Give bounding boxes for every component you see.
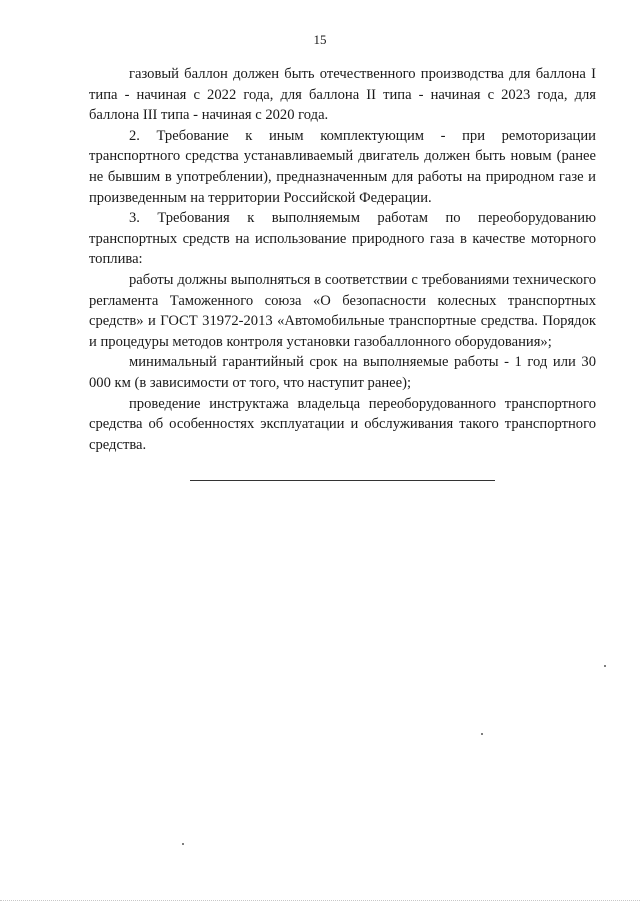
page-number: 15	[313, 32, 327, 47]
paragraph-regulation-compliance: работы должны выполняться в соответствии с требованиями технического регламента Таможенного союза «О безопасности колесных транспортных средств» и ГОСТ 31972-2013 «Автомобильные транспортные средства. Порядок и процедуры методов контроля установки газобаллонного оборудования»;	[89, 271, 596, 350]
scan-speck	[182, 843, 184, 845]
paragraph-warranty: минимальный гарантийный срок на выполняемые работы - 1 год или 30 000 км (в зависимости от того, что наступит ранее);	[89, 354, 596, 391]
scan-speck	[604, 665, 606, 667]
scan-speck	[481, 733, 483, 735]
paragraph-owner-briefing: проведение инструктажа владельца переоборудованного транспортного средства об особенностях эксплуатации и обслуживания такого транспортного средства.	[89, 395, 596, 453]
end-of-text-rule	[190, 480, 495, 481]
document-body	[89, 64, 596, 455]
paragraph-works-requirement: 3. Требования к выполняемым работам по переоборудованию транспортных средств на использование природного газа в качестве моторного топлива:	[89, 210, 596, 268]
scan-edge-noise	[0, 900, 640, 901]
paragraph-engine-requirement: 2. Требование к иным комплектующим - при ремоторизации транспортного средства устанавливаемый двигатель должен быть новым (ранее не бывшим в употреблении), предназначенным для работы на природном газе и произведенным на территории Российской Федерации.	[89, 127, 596, 206]
paragraph-gas-cylinder-origin: газовый баллон должен быть отечественного производства для баллона I типа - начиная с 2022 года, для баллона II типа - начиная с 2023 года, для баллона III типа - начиная с 2020 года.	[89, 66, 596, 124]
